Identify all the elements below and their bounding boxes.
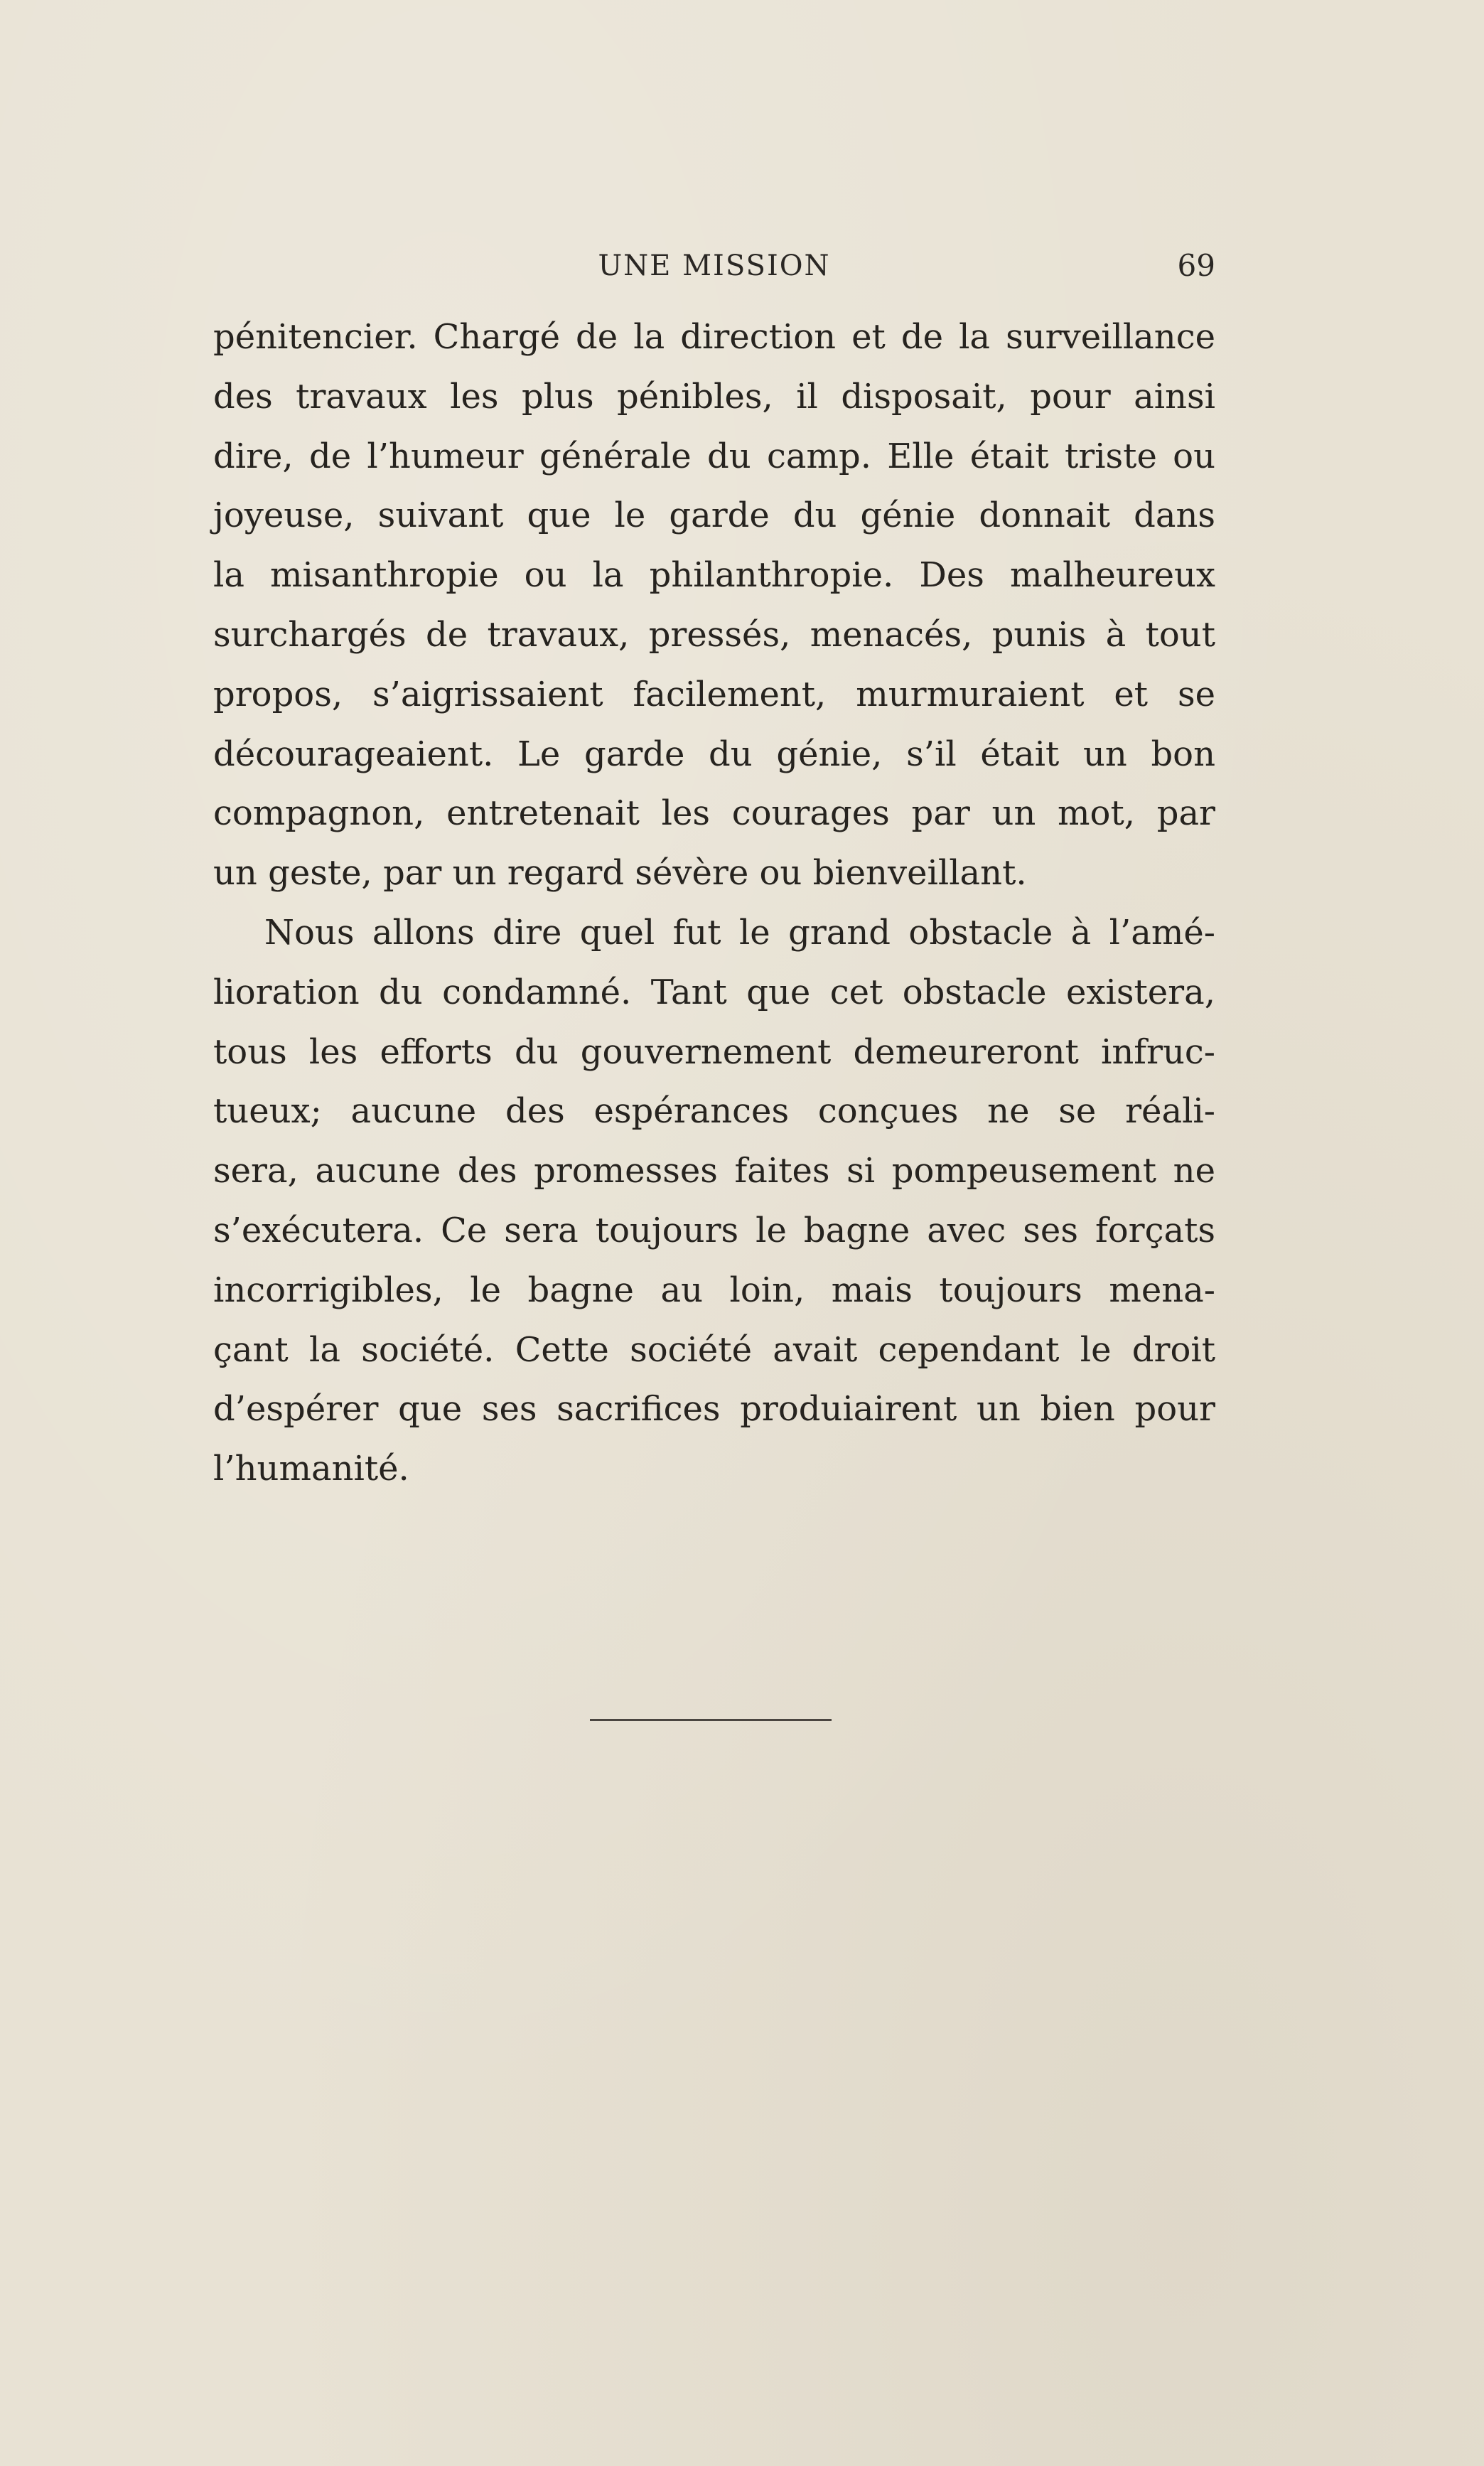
text-line: l’humanité.: [213, 1449, 409, 1489]
text-line: la misanthropie ou la philanthropie. Des malheureux: [213, 555, 1215, 596]
text-line: sera, aucune des promesses faites si pompeusement ne: [213, 1151, 1215, 1191]
text-line: joyeuse, suivant que le garde du génie donnait dans: [213, 495, 1215, 536]
text-line: décourageaient. Le garde du génie, s’il était un bon: [213, 734, 1215, 774]
text-line: propos, s’aigrissaient facilement, murmuraient et se: [213, 674, 1215, 714]
body-text: [213, 308, 1215, 1499]
running-head: [213, 245, 1215, 288]
text-line: compagnon, entretenait les courages par un mot, par: [213, 793, 1215, 834]
text-line: tueux; aucune des espérances conçues ne se réali-: [213, 1091, 1215, 1132]
page-number: 69: [1177, 248, 1215, 283]
text-line: tous les efforts du gouvernement demeureront infruc-: [213, 1031, 1215, 1072]
running-title: UNE MISSION: [598, 250, 831, 282]
paragraph-2: [213, 904, 1215, 1499]
text-line: çant la société. Cette société avait cependant le droit: [213, 1329, 1215, 1370]
text-line: s’exécutera. Ce sera toujours le bagne avec ses forçats: [213, 1210, 1215, 1250]
text-line: surchargés de travaux, pressés, menacés, punis à tout: [213, 614, 1215, 655]
text-line: lioration du condamné. Tant que cet obstacle existera,: [213, 972, 1215, 1012]
text-line: pénitencier. Chargé de la direction et de la surveillance: [213, 317, 1215, 357]
paragraph-1: [213, 308, 1215, 904]
text-line: incorrigibles, le bagne au loin, mais toujours mena-: [213, 1270, 1215, 1310]
text-line: Nous allons dire quel fut le grand obstacle à l’amé-: [264, 912, 1215, 953]
text-line: des travaux les plus pénibles, il disposait, pour ainsi: [213, 376, 1215, 417]
section-end-rule: [590, 1719, 832, 1721]
text-line: dire, de l’humeur générale du camp. Elle était triste ou: [213, 436, 1215, 476]
text-line: d’espérer que ses sacrifices produiairent un bien pour: [213, 1389, 1215, 1430]
text-line: un geste, par un regard sévère ou bienveillant.: [213, 853, 1027, 894]
